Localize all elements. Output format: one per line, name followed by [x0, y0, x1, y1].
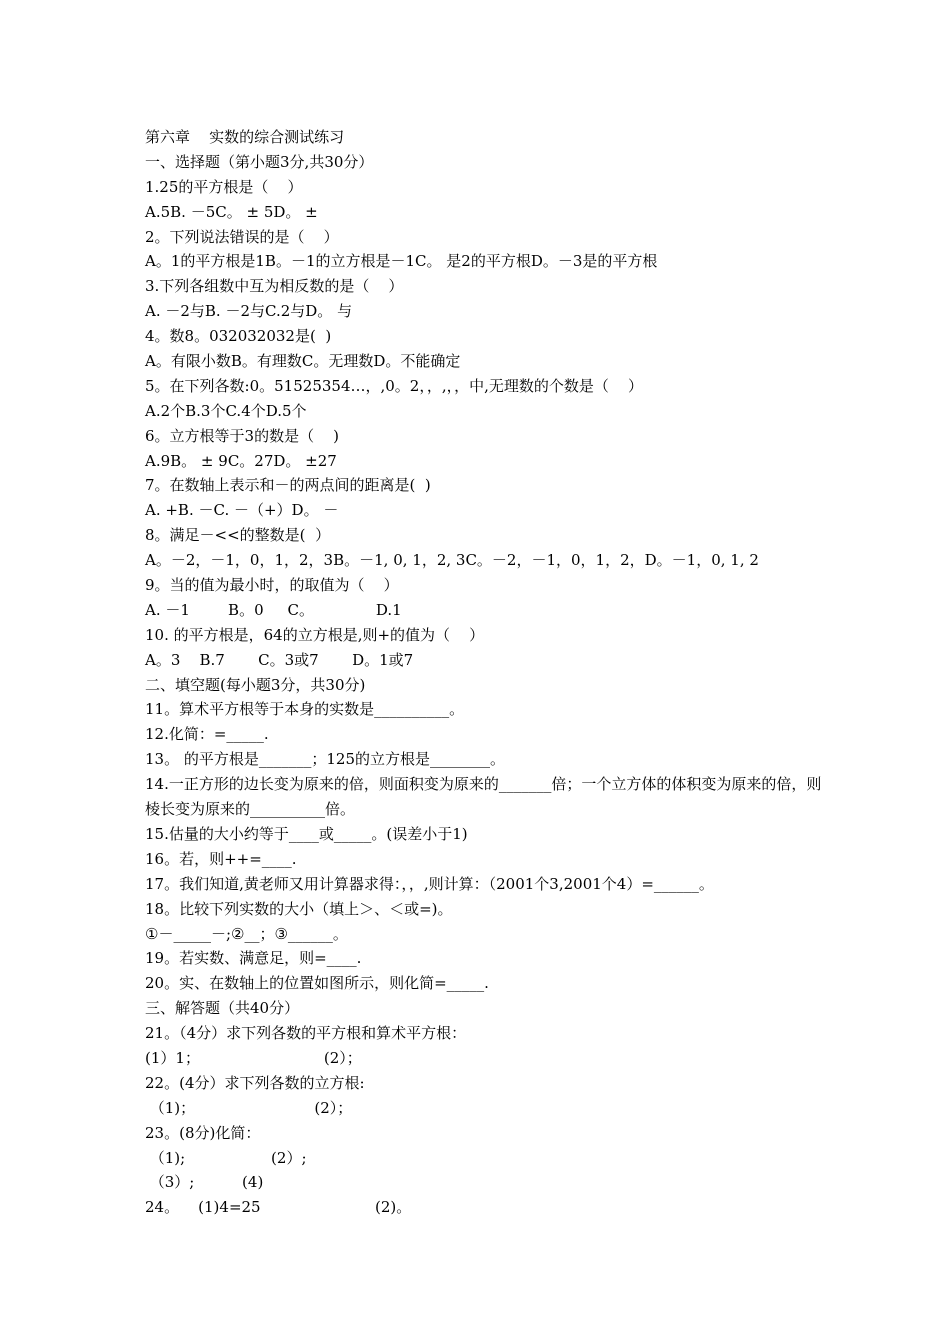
question-4-options: A。有限小数B。有理数C。无理数D。不能确定 — [145, 352, 461, 371]
question-2-options: A。1的平方根是1B。－1的立方根是－1C。 是2的平方根D。－3是的平方根 — [145, 252, 658, 271]
question-22: 22。(4分）求下列各数的立方根: — [145, 1073, 365, 1092]
question-24: 24。 (1)4=25 (2)。 — [145, 1198, 412, 1217]
question-16: 16。若，则++=____. — [145, 849, 297, 868]
chapter-title: 第六章 实数的综合测试练习 — [145, 128, 345, 146]
question-6-options: A.9B。 ± 9C。27D。 ±27 — [145, 451, 337, 470]
section-heading-fill-in: 二、填空题(每小题3分，共30分) — [145, 675, 366, 694]
question-1-options: A.5B. －5C。 ± 5D。 ± — [145, 202, 318, 221]
question-7: 7。在数轴上表示和－的两点间的距离是( ) — [145, 476, 431, 495]
document-body — [145, 125, 825, 1220]
question-2: 2。下列说法错误的是（ ） — [145, 227, 339, 246]
question-22-items: （1)； (2）； — [145, 1098, 353, 1117]
question-6: 6。立方根等于3的数是（ ) — [145, 426, 340, 445]
question-12: 12.化简：=_____. — [145, 725, 269, 744]
question-23: 23。(8分)化简： — [145, 1123, 261, 1142]
question-3: 3.下列各组数中互为相反数的是（ ） — [145, 277, 404, 296]
question-8-options: A。－2，－1，0，1，2，3B。－1, 0, 1，2, 3C。－2，－1，0，1，2，D。－1，0, 1, 2 — [145, 551, 759, 570]
question-21: 21。（4分）求下列各数的平方根和算术平方根： — [145, 1024, 467, 1043]
question-7-options: A. +B. －C. －（+）D。 － — [145, 501, 339, 520]
question-10: 10. 的平方根是，64的立方根是,则+的值为（ ） — [145, 625, 485, 644]
question-20: 20。实、在数轴上的位置如图所示，则化简=_____. — [145, 974, 489, 993]
question-19: 19。若实数、满意足，则=____. — [145, 949, 362, 968]
question-1: 1.25的平方根是（ ） — [145, 177, 303, 196]
question-5: 5。在下列各数:0。51525354…，,0。2，，,，，中,无理数的个数是（ ） — [145, 376, 643, 395]
question-18: 18。比较下列实数的大小（填上＞、＜或=)。 — [145, 899, 453, 918]
question-17: 17。我们知道,黄老师又用计算器求得：，，,则计算：（2001个3,2001个4）=______。 — [145, 874, 714, 893]
question-9-options: A. －1 B。0 C。 D.1 — [145, 600, 402, 619]
section-heading-multiple-choice: 一、选择题（第小题3分,共30分） — [145, 152, 374, 171]
question-4: 4。数8。032032032是( ) — [145, 327, 332, 346]
question-9: 9。当的值为最小时，的取值为（ ） — [145, 576, 399, 595]
section-heading-answers: 三、解答题（共40分） — [145, 999, 300, 1018]
question-18-items: ①－_____－;②__；③______。 — [145, 924, 348, 943]
question-15: 15.估量的大小约等于____或_____。(误差小于1) — [145, 824, 468, 843]
question-3-options: A. －2与B. －2与C.2与D。 与 — [145, 302, 353, 321]
question-11: 11。算术平方根等于本身的实数是__________。 — [145, 700, 465, 719]
question-10-options: A。3 B.7 C。3或7 D。1或7 — [145, 650, 414, 669]
question-5-options: A.2个B.3个C.4个D.5个 — [145, 401, 307, 420]
question-13: 13。 的平方根是_______；125的立方根是________。 — [145, 750, 505, 769]
question-8: 8。满足－<<的整数是( ） — [145, 526, 331, 545]
question-14: 14.一正方形的边长变为原来的倍，则面积变为原来的_______倍；一个立方体的体积变为原来的倍，则棱长变为原来的__________倍。 — [145, 775, 822, 819]
question-23-items-b: （3）; (4) — [145, 1173, 264, 1192]
question-21-items: (1）1； (2）； — [145, 1048, 362, 1067]
question-23-items-a: （1); (2）; — [145, 1148, 307, 1167]
